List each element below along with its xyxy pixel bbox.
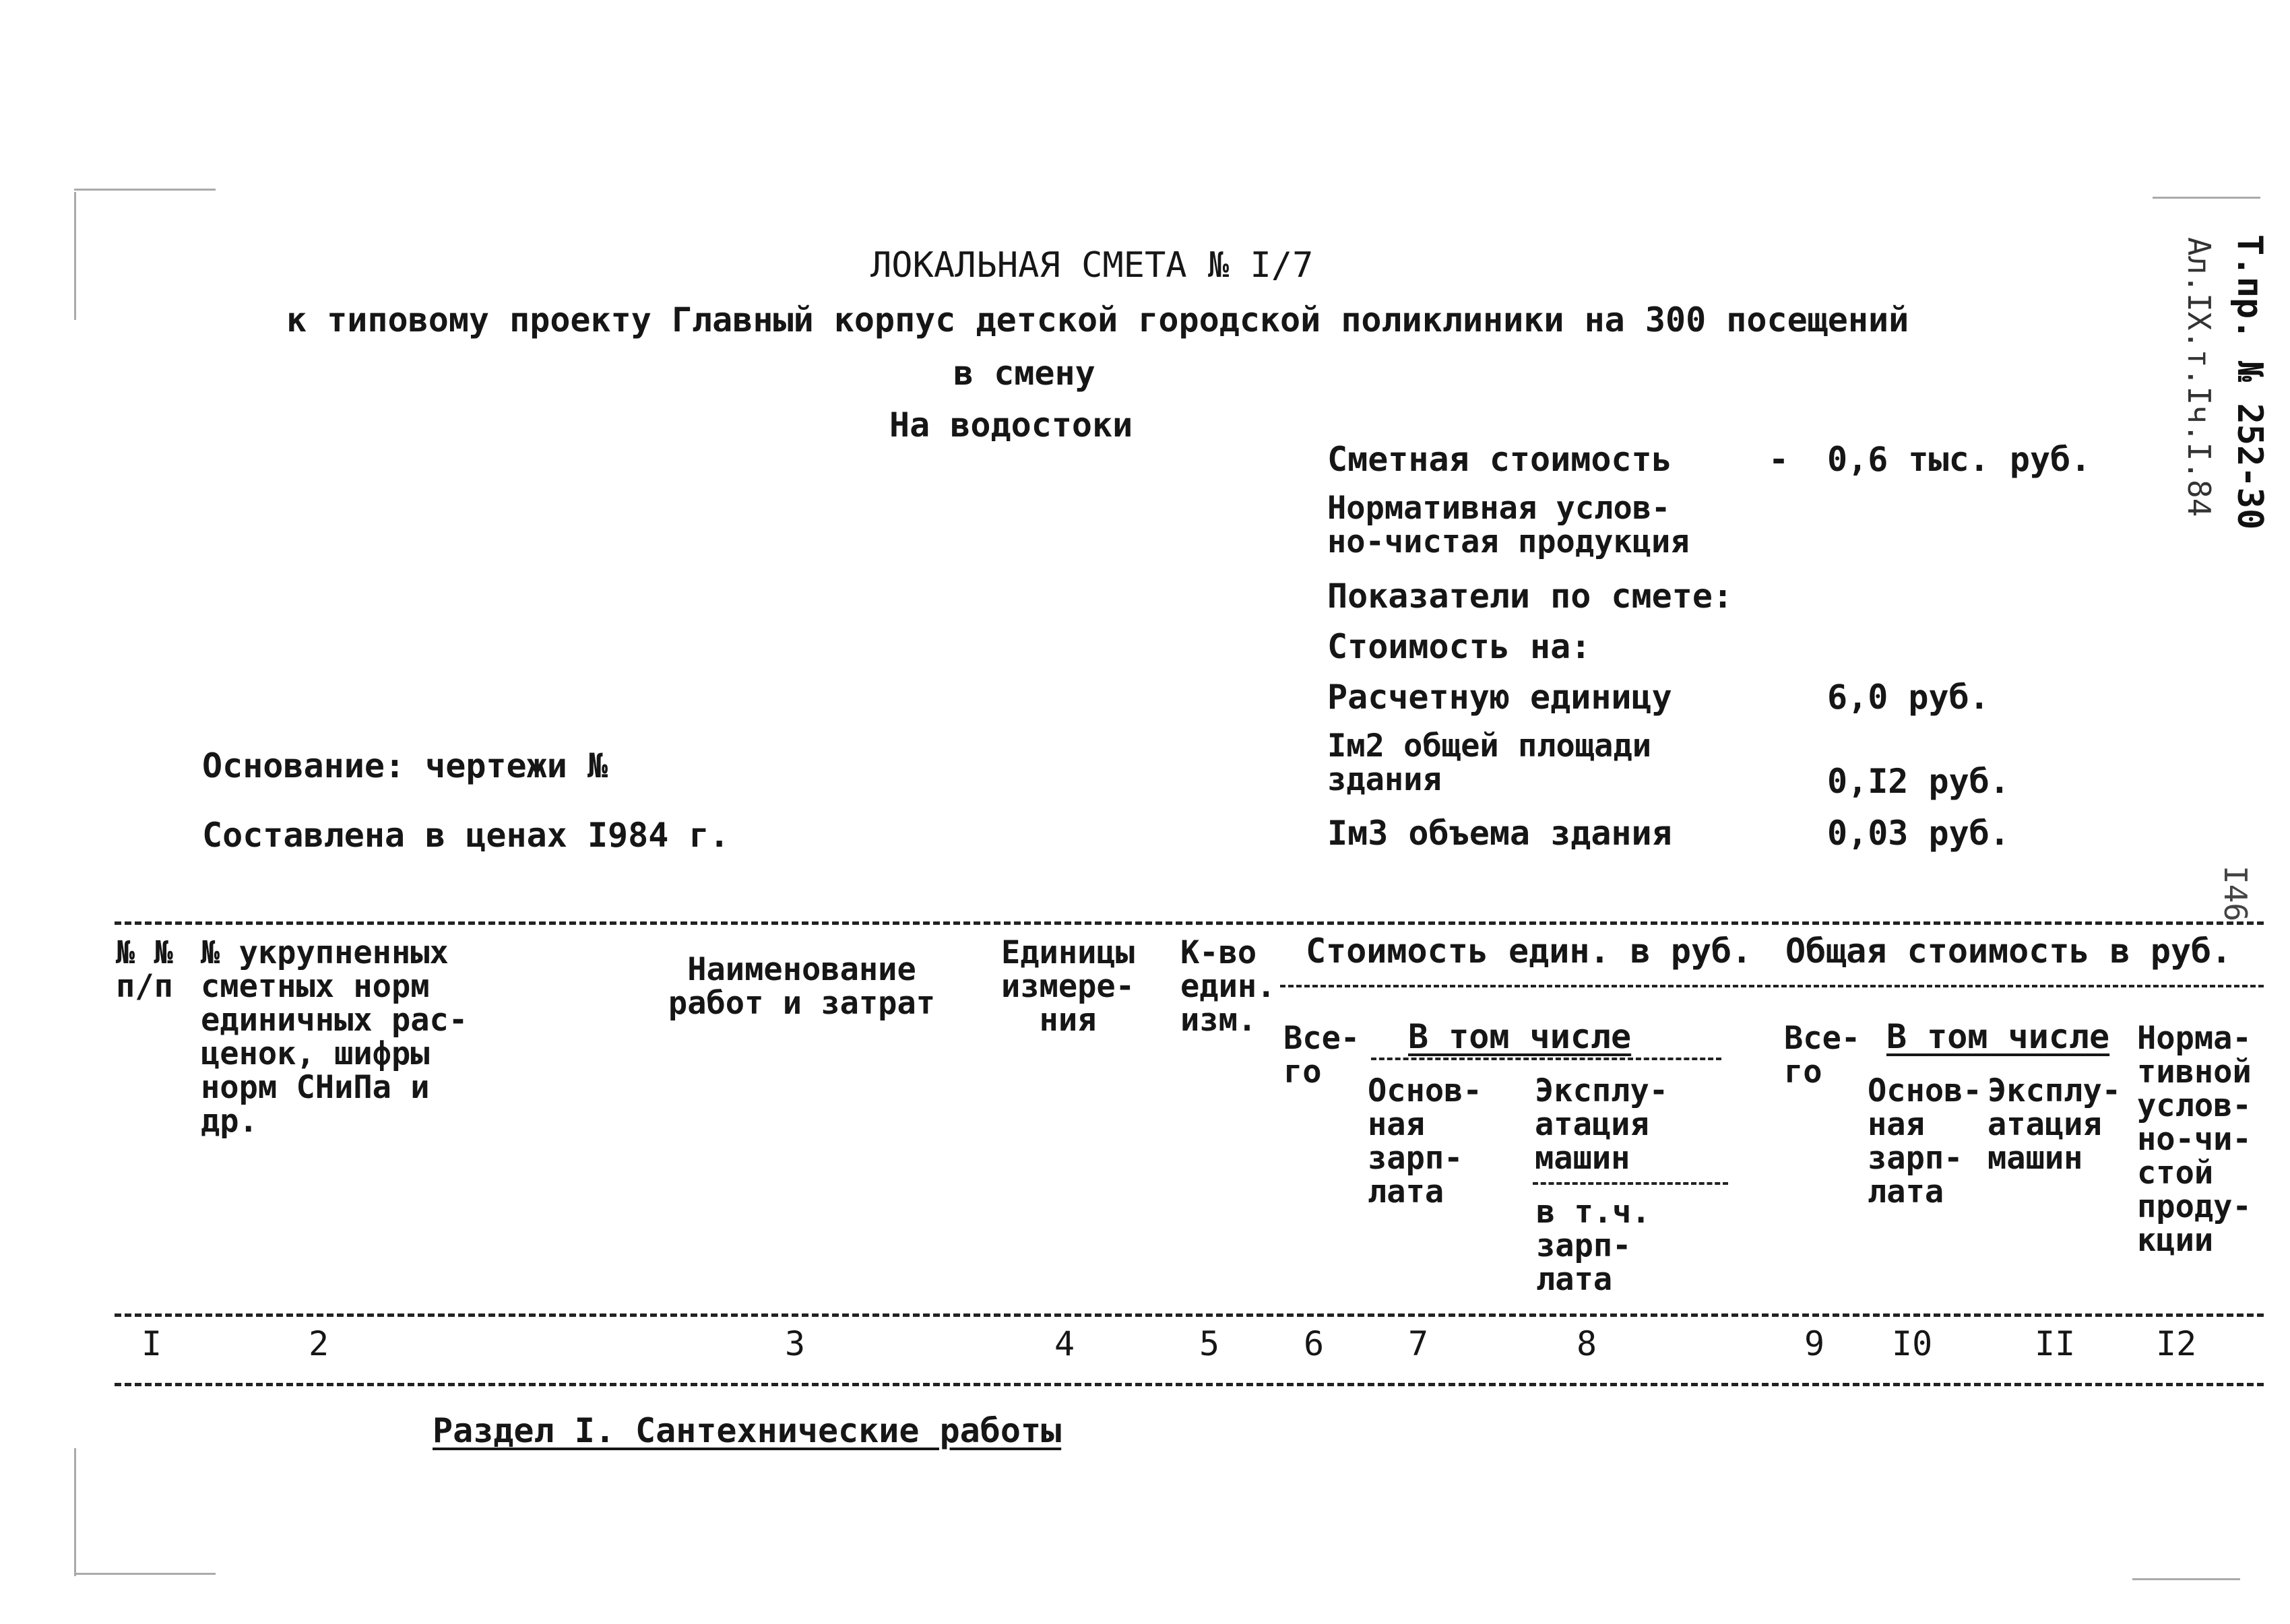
summary-norm-label-2: но-чистая продукция: [1327, 523, 1690, 560]
header-unit-cost-group: Стоимость един. в руб.: [1306, 932, 1752, 971]
summary-area-label-2: здания: [1327, 761, 1442, 798]
frame-edge-left-top: [74, 192, 76, 320]
summary-cost-on: Стоимость на:: [1327, 627, 1591, 666]
header-col-9: Все- го: [1784, 1020, 1861, 1091]
summary-volume-value: 0,03 руб.: [1827, 814, 2010, 853]
section-heading: Раздел I. Сантехнические работы: [433, 1411, 1062, 1450]
prices-line: Составлена в ценах I984 г.: [202, 816, 730, 855]
table-rule-header-bottom: [115, 1313, 2264, 1317]
summary-area-value: 0,I2 руб.: [1827, 762, 2010, 801]
column-number-7: 7: [1408, 1324, 1429, 1363]
header-incl-unit: В том числе: [1408, 1017, 1632, 1056]
document-title: ЛОКАЛЬНАЯ СМЕТА № I/7: [870, 245, 1314, 286]
frame-corner-bottom-right: [2132, 1578, 2240, 1580]
header-col-3: Наименование работ и затрат: [668, 951, 936, 1022]
header-col-6: Все- го: [1283, 1020, 1360, 1091]
summary-cost-value: 0,6 тыс. руб.: [1827, 440, 2091, 479]
side-stamp-album: Ал.IX.т.Iч.I.84: [2181, 237, 2217, 517]
frame-corner-top-right: [2153, 197, 2260, 199]
frame-edge-left-bottom: [74, 1448, 76, 1576]
header-total-cost-group: Общая стоимость в руб.: [1785, 932, 2232, 971]
table-rule-group-split: [1280, 985, 2264, 987]
column-number-10: I0: [1892, 1324, 1933, 1363]
summary-unit-label: Расчетную единицу: [1327, 678, 1672, 717]
column-number-12: I2: [2156, 1324, 2197, 1363]
column-number-2: 2: [309, 1324, 329, 1363]
table-rule-machines: [1533, 1182, 1728, 1185]
header-col-10: Основ- ная зарп- лата: [1868, 1072, 1982, 1210]
summary-indicators: Показатели по смете:: [1327, 577, 1734, 616]
header-col-4: Единицы измере- ния: [1000, 934, 1135, 1039]
header-col-1: № № п/п: [116, 934, 173, 1005]
page-number: I46: [2217, 866, 2254, 922]
header-col-7: Основ- ная зарп- лата: [1368, 1072, 1482, 1210]
summary-norm-label-1: Нормативная услов-: [1327, 490, 1671, 527]
frame-corner-bottom-left: [74, 1573, 216, 1575]
column-number-6: 6: [1304, 1324, 1325, 1363]
side-stamp: [2176, 229, 2270, 593]
table-rule-top: [115, 921, 2264, 925]
header-col-5: К-во един. изм.: [1180, 934, 1276, 1039]
summary-volume-label: Iм3 объема здания: [1327, 814, 1672, 853]
table-rule-numbers-bottom: [115, 1383, 2264, 1386]
header-col-8-machines: Эксплу- атация машин: [1535, 1072, 1669, 1177]
summary-area-label-1: Iм2 общей площади: [1327, 727, 1652, 765]
side-stamp-project: Т.пр. № 252-30: [2229, 234, 2270, 530]
table-rule-incl-unit: [1371, 1058, 1721, 1060]
header-incl-total: В том числе: [1886, 1017, 2110, 1056]
column-number-1: I: [141, 1324, 162, 1363]
document-subtitle: к типовому проекту Главный корпус детской городской поликлиники на 300 посещений: [286, 300, 1909, 339]
column-number-9: 9: [1804, 1324, 1825, 1363]
column-number-11: II: [2035, 1324, 2076, 1363]
column-number-5: 5: [1199, 1324, 1220, 1363]
summary-cost-label: Сметная стоимость: [1327, 440, 1672, 479]
header-col-12: Норма- тивной услов- но-чи- стой проду- кции: [2137, 1020, 2252, 1259]
summary-unit-value: 6,0 руб.: [1827, 678, 1990, 717]
header-col-11: Эксплу- атация машин: [1987, 1072, 2122, 1177]
column-number-3: 3: [785, 1324, 806, 1363]
header-col-2: № укрупненных сметных норм единичных рас- ценок, шифры норм СНиПа и др.: [201, 934, 468, 1140]
document-subtitle-cont: в смену: [953, 354, 1095, 393]
summary-norm-label: [1327, 492, 1690, 559]
header-col-8-wage: в т.ч. зарп- лата: [1536, 1194, 1651, 1298]
basis-line: Основание: чертежи №: [202, 746, 608, 785]
column-number-4: 4: [1054, 1324, 1075, 1363]
document-scope: На водостоки: [889, 405, 1133, 445]
column-number-8: 8: [1577, 1324, 1597, 1363]
summary-cost-dash: -: [1769, 440, 1789, 479]
frame-corner-top-left: [74, 189, 216, 191]
summary-area-label: [1327, 729, 1651, 797]
